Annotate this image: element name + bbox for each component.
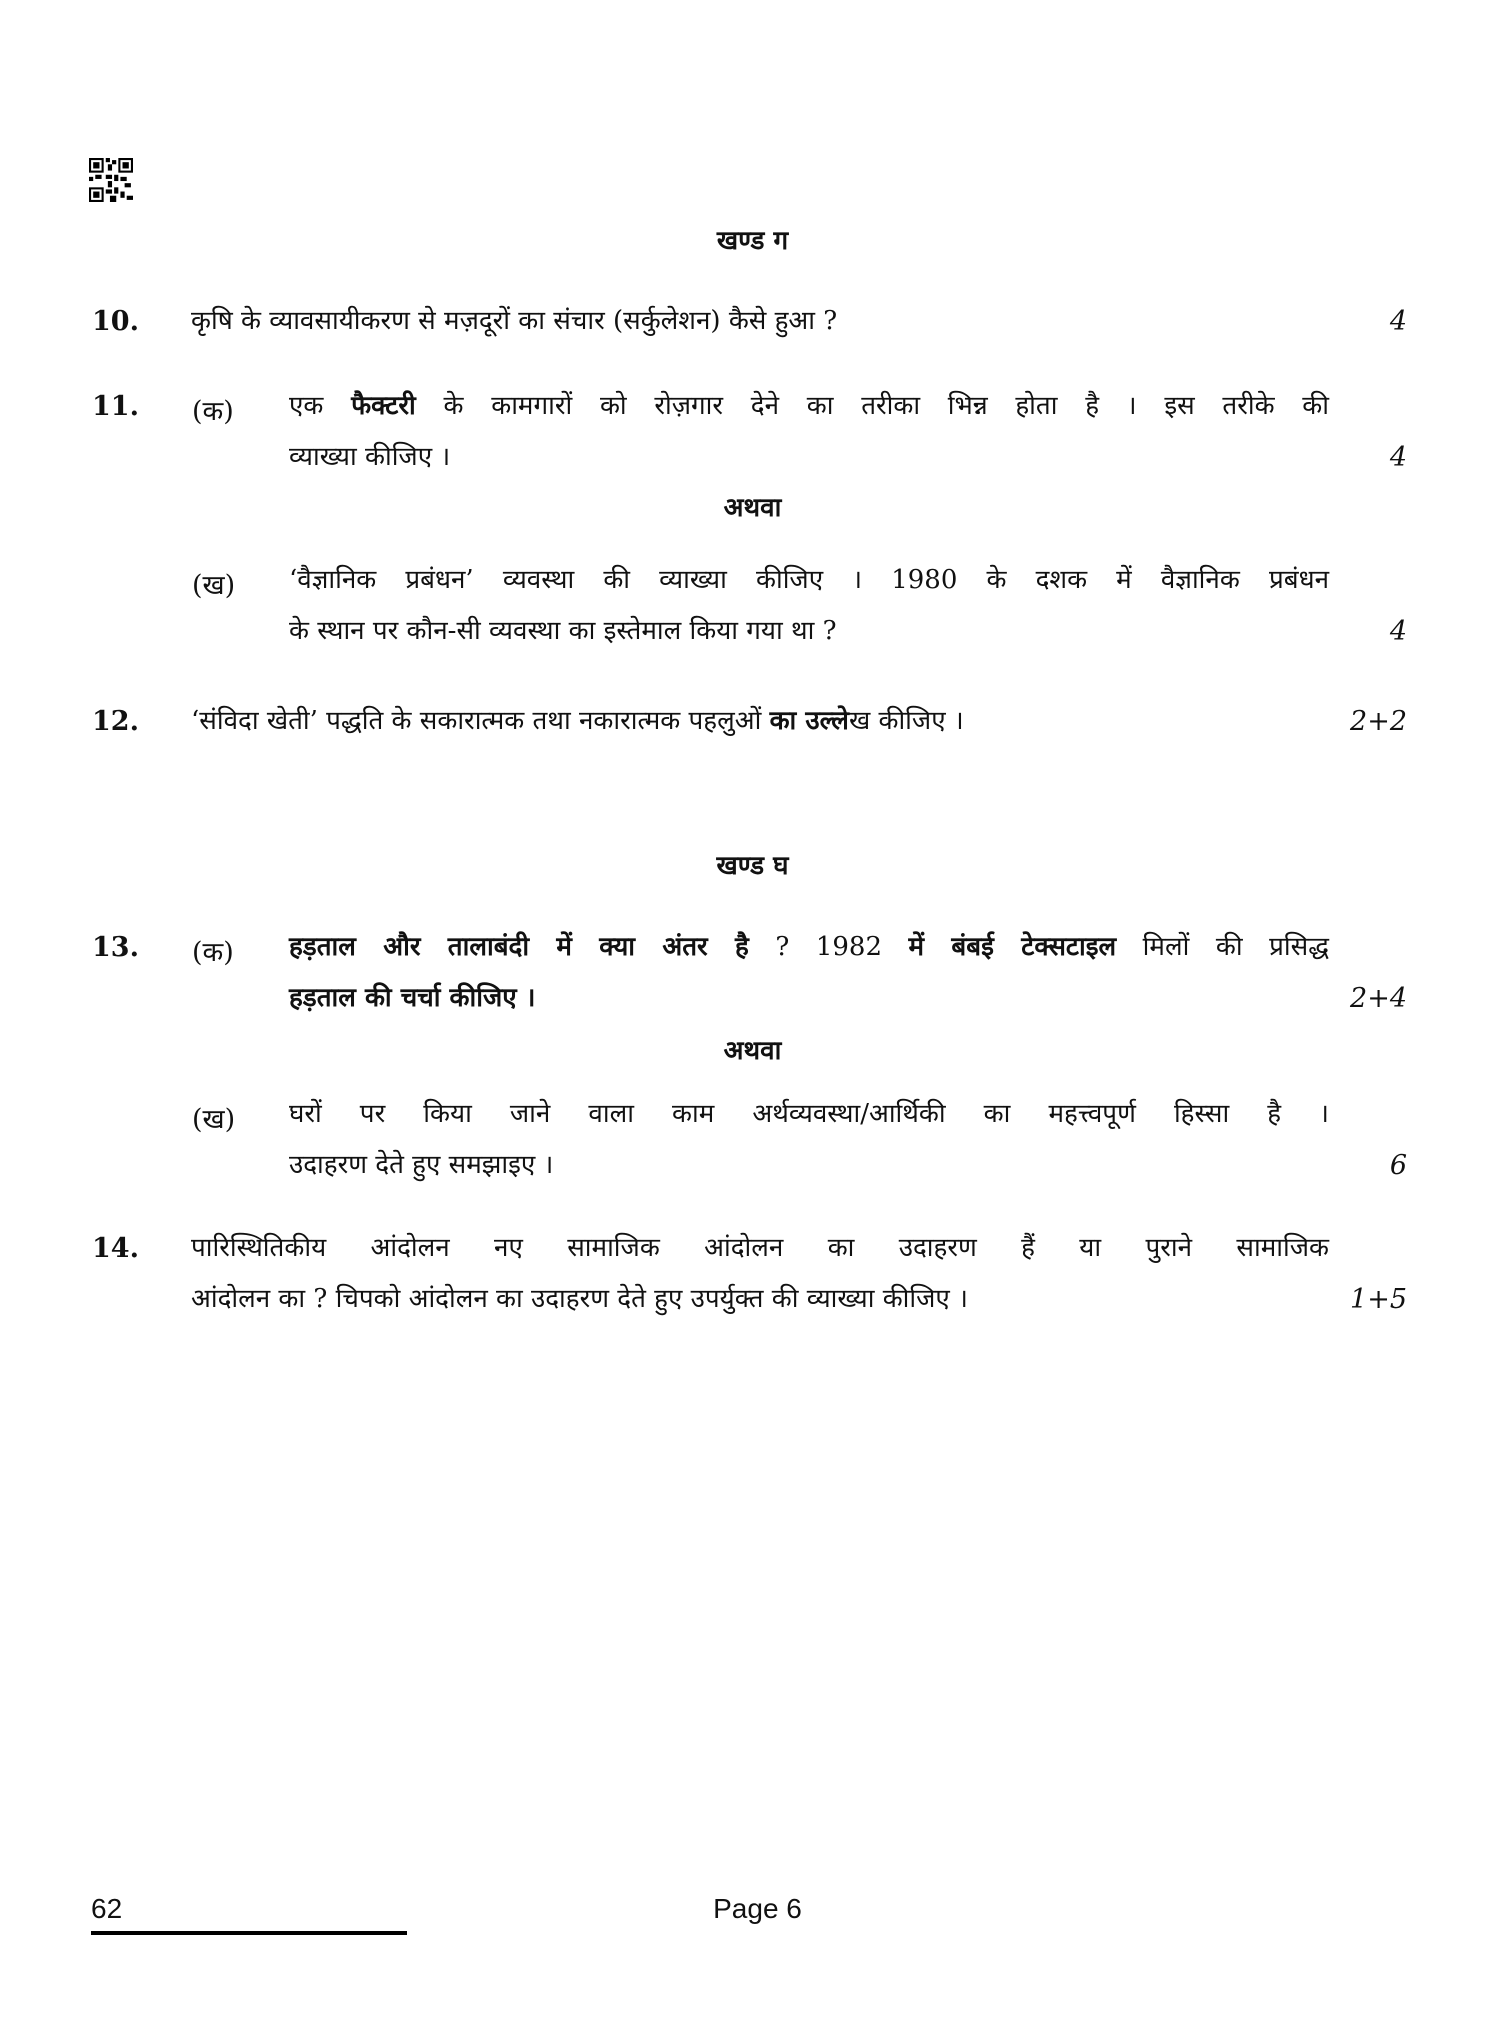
section-title-d: खण्ड घ — [716, 851, 789, 881]
text: के कामगारों को रोज़गार देने का तरीका भिन्न होता है । इस तरीके की — [415, 391, 1329, 421]
question-14-line1: पारिस्थितिकीय आंदोलन नए सामाजिक आंदोलन का उदाहरण हैं या पुराने सामाजिक — [191, 1233, 1329, 1263]
question-13b-label: (ख) — [192, 1104, 236, 1135]
question-11b-line1: ‘वैज्ञानिक प्रबंधन’ व्यवस्था की व्याख्या कीजिए । 1980 के दशक में वैज्ञानिक प्रबंधन — [289, 565, 1329, 595]
text: ‘संविदा खेती’ पद्धति के सकारात्मक तथा नकारात्मक पहलुओं — [191, 706, 770, 736]
question-11a-line1 — [289, 391, 1329, 421]
page-number: Page 6 — [713, 1893, 802, 1924]
text: एक — [289, 391, 352, 421]
bold-text: हड़ताल और तालाबंदी में क्या अंतर है — [289, 932, 749, 962]
question-12-marks: 2+2 — [1350, 706, 1407, 737]
question-14-line2: आंदोलन का ? चिपको आंदोलन का उदाहरण देते हुए उपर्युक्त की व्याख्या कीजिए । — [191, 1284, 968, 1314]
question-13b-line2: उदाहरण देते हुए समझाइए । — [289, 1150, 554, 1180]
paper-code: 62 — [91, 1893, 123, 1924]
question-13b-line1: घरों पर किया जाने वाला काम अर्थव्यवस्था/आर्थिकी का महत्त्वपूर्ण हिस्सा है । — [289, 1099, 1329, 1129]
question-number-10: 10. — [92, 306, 139, 337]
text: ख कीजिए । — [848, 706, 964, 736]
question-13a-line1 — [289, 932, 1329, 962]
question-11b-marks: 4 — [1389, 616, 1407, 647]
question-11a-line2: व्याख्या कीजिए । — [289, 442, 451, 472]
footer-divider — [91, 1931, 407, 1935]
question-13a-label: (क) — [192, 937, 234, 968]
question-11a-marks: 4 — [1389, 442, 1407, 473]
question-number-12: 12. — [92, 706, 139, 737]
bold-text: में बंबई टेक्सटाइल — [908, 932, 1117, 962]
section-title-c: खण्ड ग — [716, 226, 789, 256]
question-14-marks: 1+5 — [1350, 1284, 1407, 1315]
or-label: अथवा — [723, 493, 782, 523]
question-10-marks: 4 — [1389, 306, 1407, 337]
question-number-14: 14. — [92, 1233, 139, 1264]
question-12-text — [191, 706, 964, 736]
question-13a-line2: हड़ताल की चर्चा कीजिए । — [289, 983, 536, 1013]
question-11b-line2: के स्थान पर कौन-सी व्यवस्था का इस्तेमाल किया गया था ? — [289, 616, 837, 646]
bold-text: फैक्टरी — [351, 391, 416, 421]
question-11a-label: (क) — [192, 396, 234, 427]
text: ? 1982 — [748, 932, 909, 962]
question-number-13: 13. — [92, 932, 139, 963]
question-10-text: कृषि के व्यावसायीकरण से मज़दूरों का संचार (सर्कुलेशन) कैसे हुआ ? — [191, 306, 838, 336]
or-label: अथवा — [723, 1036, 782, 1066]
text: मिलों की प्रसिद्ध — [1116, 932, 1329, 962]
question-number-11: 11. — [92, 391, 139, 422]
question-11b-label: (ख) — [192, 570, 236, 601]
question-13b-marks: 6 — [1389, 1150, 1407, 1181]
bold-text: का उल्ले — [769, 706, 849, 736]
question-13a-marks: 2+4 — [1350, 983, 1407, 1014]
qr-code-icon — [88, 158, 134, 202]
